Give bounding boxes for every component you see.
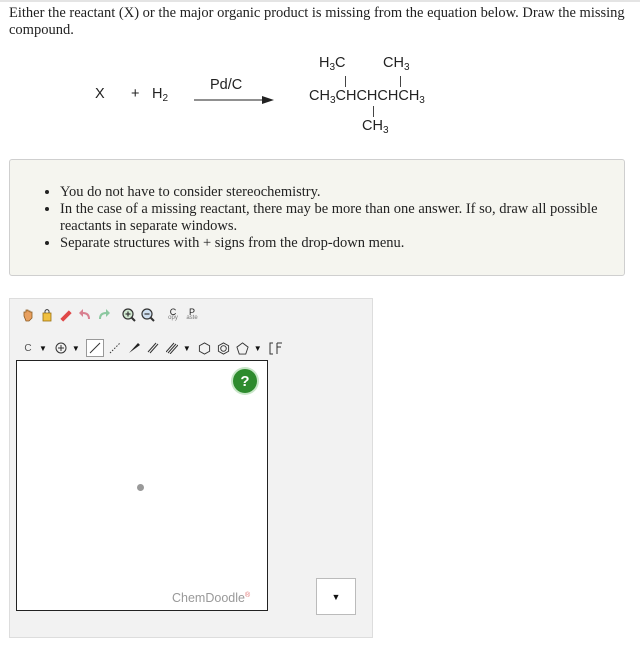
top-divider [0, 0, 640, 2]
bond-top-right [400, 76, 401, 87]
ring-dropdown-caret[interactable]: ▼ [253, 343, 262, 353]
charge-dropdown-caret[interactable]: ▼ [71, 343, 80, 353]
element-dropdown-caret[interactable]: ▼ [39, 343, 47, 353]
canvas-cursor-dot [137, 484, 144, 491]
instruction-item: • Separate structures with + signs from the drop-down menu. [60, 235, 620, 252]
wedge-bond-icon[interactable] [126, 340, 142, 356]
bond-bottom [373, 106, 374, 117]
eraser-icon[interactable] [58, 307, 74, 323]
product-main-chain: $CH_3CHCHCHCH_3$ [309, 88, 425, 106]
cyclopentane-ring-icon[interactable] [235, 340, 251, 356]
cyclohexane-ring-icon[interactable] [197, 340, 213, 356]
single-bond-icon[interactable] [86, 339, 104, 357]
bond-dropdown-caret[interactable]: ▼ [182, 343, 191, 353]
benzene-ring-icon[interactable] [216, 340, 232, 356]
bracket-icon[interactable] [268, 340, 284, 356]
catalyst-label: Pd/C [210, 77, 243, 93]
undo-icon[interactable] [77, 307, 93, 323]
instruction-item: • In the case of a missing reactant, there may be more than one answer. If so, draw all possible reactants in separate windows. [60, 201, 620, 235]
reactant-x: X [95, 86, 105, 102]
lasso-icon[interactable] [39, 307, 55, 323]
charge-plus-icon[interactable] [53, 340, 69, 356]
reaction-arrow [194, 96, 274, 104]
bond-top-left [345, 76, 346, 87]
zoom-in-icon[interactable] [121, 307, 137, 323]
redo-icon[interactable] [96, 307, 112, 323]
question-text: Either the reactant (X) or the major organic product is missing from the equation below. Draw the missing compound. [9, 5, 625, 38]
drawing-canvas[interactable] [16, 360, 268, 611]
chemdoodle-widget [9, 298, 373, 638]
double-bond-icon[interactable] [145, 340, 161, 356]
paste-button[interactable]: P aste [186, 307, 198, 321]
toolbar-row-1 [20, 307, 203, 323]
dashed-bond-icon[interactable] [107, 340, 123, 356]
instruction-item: • You do not have to consider stereochemistry. [60, 184, 620, 201]
chemdoodle-brand: ChemDoodle® [172, 591, 251, 605]
product-top-ch3: $CH_3$ [383, 55, 410, 73]
instructions-box [9, 159, 625, 276]
product-bottom-ch3: $CH_3$ [362, 118, 389, 136]
instructions-list [10, 184, 620, 252]
plus-sign: + [131, 86, 140, 102]
reagent-h2: $H_2$ [152, 86, 169, 104]
triple-bond-icon[interactable] [164, 340, 180, 356]
hand-icon[interactable] [20, 307, 36, 323]
zoom-out-icon[interactable] [140, 307, 156, 323]
separator-select[interactable]: ▼ [316, 578, 356, 615]
product-h3c: $H_3C$ [319, 55, 346, 73]
copy-button[interactable]: C opy [168, 307, 178, 321]
element-carbon-button[interactable]: C [24, 342, 32, 354]
help-button[interactable]: ? [233, 369, 257, 393]
toolbar-row-2 [20, 339, 287, 357]
